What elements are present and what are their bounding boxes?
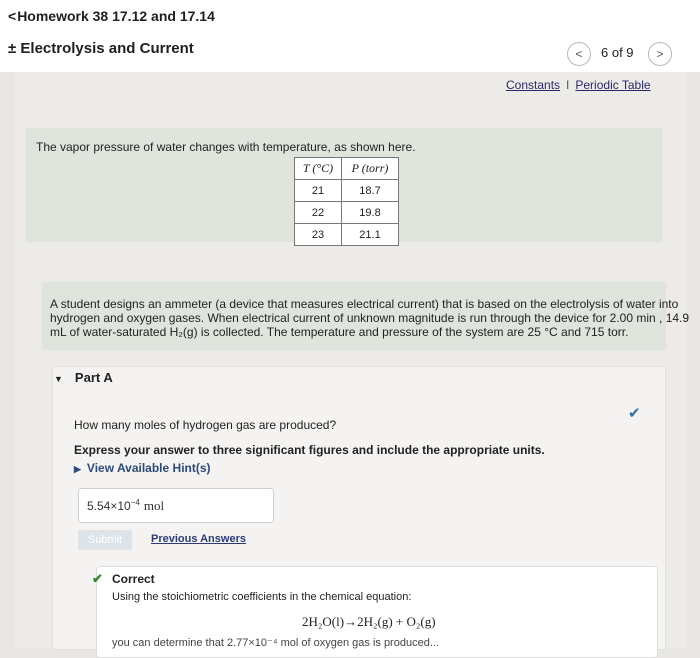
view-hints-link[interactable] — [74, 461, 211, 475]
problem-line-1: A student designs an ammeter (a device that measures electrical current) that is based on the electrolysis of water into — [50, 297, 679, 311]
answer-mantissa: 5.54×10 — [87, 499, 131, 513]
correct-check-icon: ✔ — [92, 571, 103, 586]
answer-value — [87, 498, 164, 514]
table-cell: 19.8 — [342, 202, 399, 224]
reference-links — [506, 78, 651, 92]
part-a-label: Part A — [74, 370, 113, 385]
feedback-truncated-line: you can determine that 2.77×10⁻⁴ mol of oxygen gas is produced... — [112, 637, 439, 649]
table-cell: 22 — [295, 202, 342, 224]
table-header-pressure: P (torr) — [342, 158, 399, 180]
table-header-temperature: T (°C) — [295, 158, 342, 180]
previous-answers-link[interactable]: Previous Answers — [151, 533, 246, 545]
answer-instruction: Express your answer to three significant figures and include the appropriate units. — [74, 443, 545, 457]
submit-button[interactable]: Submit — [78, 530, 132, 550]
checkmark-icon: ✔ — [628, 405, 641, 422]
feedback-status: Correct — [112, 572, 155, 586]
vapor-pressure-table — [294, 157, 399, 246]
table-cell: 23 — [295, 224, 342, 246]
table-row — [295, 224, 399, 246]
triangle-down-icon: ▼ — [54, 374, 63, 384]
chemical-equation: 2H₂O(l)→2H₂(g) + O₂(g) — [302, 614, 436, 629]
previous-problem-button[interactable] — [567, 42, 591, 66]
table-cell: 21 — [295, 180, 342, 202]
table-cell: 21.1 — [342, 224, 399, 246]
constants-link[interactable]: Constants — [506, 78, 561, 92]
part-a-toggle[interactable] — [54, 370, 113, 385]
feedback-text: Using the stoichiometric coefficients in the chemical equation: — [112, 591, 412, 603]
table-row — [295, 202, 399, 224]
problem-page-indicator: 6 of 9 — [601, 45, 634, 60]
back-to-assignment-link[interactable] — [8, 8, 215, 24]
problem-title: ± Electrolysis and Current — [8, 40, 194, 57]
answer-unit: mol — [143, 498, 165, 513]
chevron-left-icon: < — [8, 8, 17, 24]
hint-label: View Available Hint(s) — [86, 461, 211, 475]
answer-field[interactable] — [78, 488, 274, 523]
intro-text: The vapor pressure of water changes with temperature, as shown here. — [36, 140, 416, 154]
next-problem-button[interactable] — [648, 42, 672, 66]
table-row — [295, 180, 399, 202]
chevron-left-icon: < — [575, 47, 583, 61]
periodic-table-link[interactable]: Periodic Table — [575, 78, 651, 92]
problem-line-2: hydrogen and oxygen gases. When electrical current of unknown magnitude is run through the device for 2.00 min , 14.9 — [50, 311, 690, 325]
triangle-right-icon: ▶ — [74, 464, 81, 474]
top-bar — [0, 0, 700, 72]
table-cell: 18.7 — [342, 180, 399, 202]
answer-exponent: −4 — [130, 498, 140, 507]
problem-line-3: mL of water-saturated H₂(g) is collected. The temperature and pressure of the system are 25 °C and 715 torr. — [50, 325, 629, 339]
chevron-right-icon: > — [656, 47, 664, 61]
link-separator: I — [566, 78, 570, 92]
question-text: How many moles of hydrogen gas are produced? — [74, 418, 337, 432]
assignment-title: Homework 38 17.12 and 17.14 — [17, 8, 215, 24]
